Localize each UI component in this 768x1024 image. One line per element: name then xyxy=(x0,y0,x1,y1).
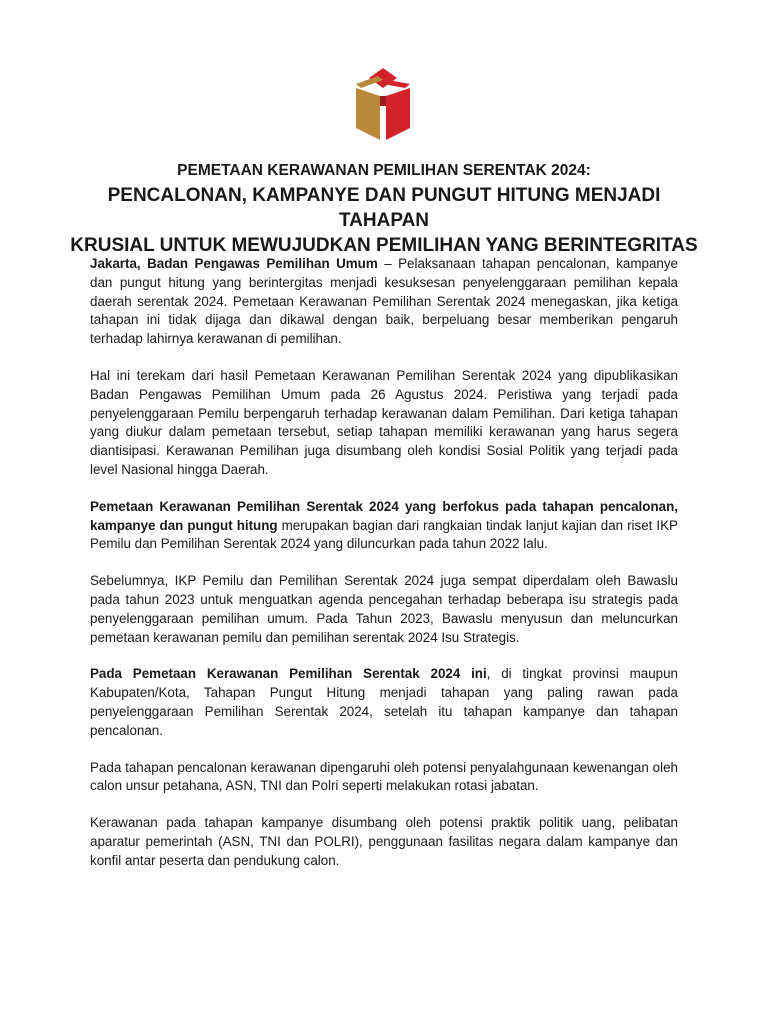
press-release-heading xyxy=(60,160,708,258)
press-release-body xyxy=(90,255,678,889)
paragraph-7-text: Kerawanan pada tahapan kampanye disumbang oleh potensi praktik politik uang, pelibatan aparatur pemerintah (ASN, TNI dan POLRI), penggunaan fasilitas negara dalam kampanye dan konfil antar peserta dan pendukung calon. xyxy=(90,815,678,868)
paragraph-4-text: Sebelumnya, IKP Pemilu dan Pemilihan Serentak 2024 juga sempat diperdalam oleh Bawaslu pada tahun 2023 untuk menguatkan agenda pencegahan terhadap beberapa isu strategis pada penyelenggaraan pemilihan umum. Pada Tahun 2023, Bawaslu menyusun dan meluncurkan pemetaan kerawanan pemilu dan pemilihan serentak 2024 Isu Strategis. xyxy=(90,573,678,645)
paragraph-2 xyxy=(90,367,678,480)
paragraph-6 xyxy=(90,759,678,797)
paragraph-2-text: Hal ini terekam dari hasil Pemetaan Kerawanan Pemilihan Serentak 2024 yang dipublikasikan Badan Pengawas Pemilihan Umum pada 26 Agustus 2024. Peristiwa yang terjadi pada penyelenggaraan Pemilu berpengaruh terhadap kerawanan dalam Pemilihan. Dari ketiga tahapan yang diukur dalam pemetaan tersebut, setiap tahapan memiliki kerawanan yang harus segera diantisipasi. Kerawanan Pemilihan juga disumbang oleh kondisi Sosial Politik yang terjadi pada level Nasional hingga Daerah. xyxy=(90,367,678,477)
paragraph-5-bold: Pada Pemetaan Kerawanan Pemilihan Serentak 2024 ini xyxy=(90,666,487,682)
paragraph-3 xyxy=(90,498,678,554)
ballot-box-logo-icon xyxy=(350,66,416,142)
paragraph-7 xyxy=(90,814,678,870)
paragraph-4 xyxy=(90,572,678,647)
paragraph-3-bold: Pemetaan Kerawanan Pemilihan Serentak 2024 yang berfokus pada tahapan pencalonan, kampanye dan pungut hitung xyxy=(90,498,678,533)
paragraph-1 xyxy=(90,255,678,349)
bawaslu-logo-icon xyxy=(350,66,416,142)
heading-title-line-2: KRUSIAL UNTUK MEWUJUDKAN PEMILIHAN YANG BERINTEGRITAS xyxy=(70,235,698,256)
paragraph-5-text: , di tingkat provinsi maupun Kabupaten/Kota, Tahapan Pungut Hitung menjadi tahapan yang paling rawan pada penyelenggaraan Pemilihan Serentak 2024, setelah itu tahapan kampanye dan tahapan pencalonan. xyxy=(90,666,678,738)
paragraph-5 xyxy=(90,665,678,740)
paragraph-3-text: merupakan bagian dari rangkaian tindak lanjut kajian dan riset IKP Pemilu dan Pemilihan Serentak 2024 yang diluncurkan pada tahun 2022 lalu. xyxy=(90,517,678,552)
paragraph-1-text: – Pelaksanaan tahapan pencalonan, kampanye dan pungut hitung yang berintergitas menjadi kesuksesan penyelenggaraan pemilihan kepala daerah serentak 2024. Pemetaan Kerawanan Pemilihan Serentak 2024 menegaskan, jika ketiga tahapan ini tidak dijaga dan dikawal dengan baik, berpeluang besar memberikan pengaruh terhadap lahirnya kerawanan di pemilihan. xyxy=(90,256,679,347)
paragraph-6-text: Pada tahapan pencalonan kerawanan dipengaruhi oleh potensi penyalahgunaan kewenangan oleh calon unsur petahana, ASN, TNI dan Polri seperti melakukan rotasi jabatan. xyxy=(90,759,678,794)
heading-title-line-1: PENCALONAN, KAMPANYE DAN PUNGUT HITUNG MENJADI TAHAPAN xyxy=(107,185,661,231)
heading-subtitle: PEMETAAN KERAWANAN PEMILIHAN SERENTAK 2024: xyxy=(177,162,591,179)
paragraph-1-bold: Jakarta, Badan Pengawas Pemilihan Umum xyxy=(90,256,378,271)
